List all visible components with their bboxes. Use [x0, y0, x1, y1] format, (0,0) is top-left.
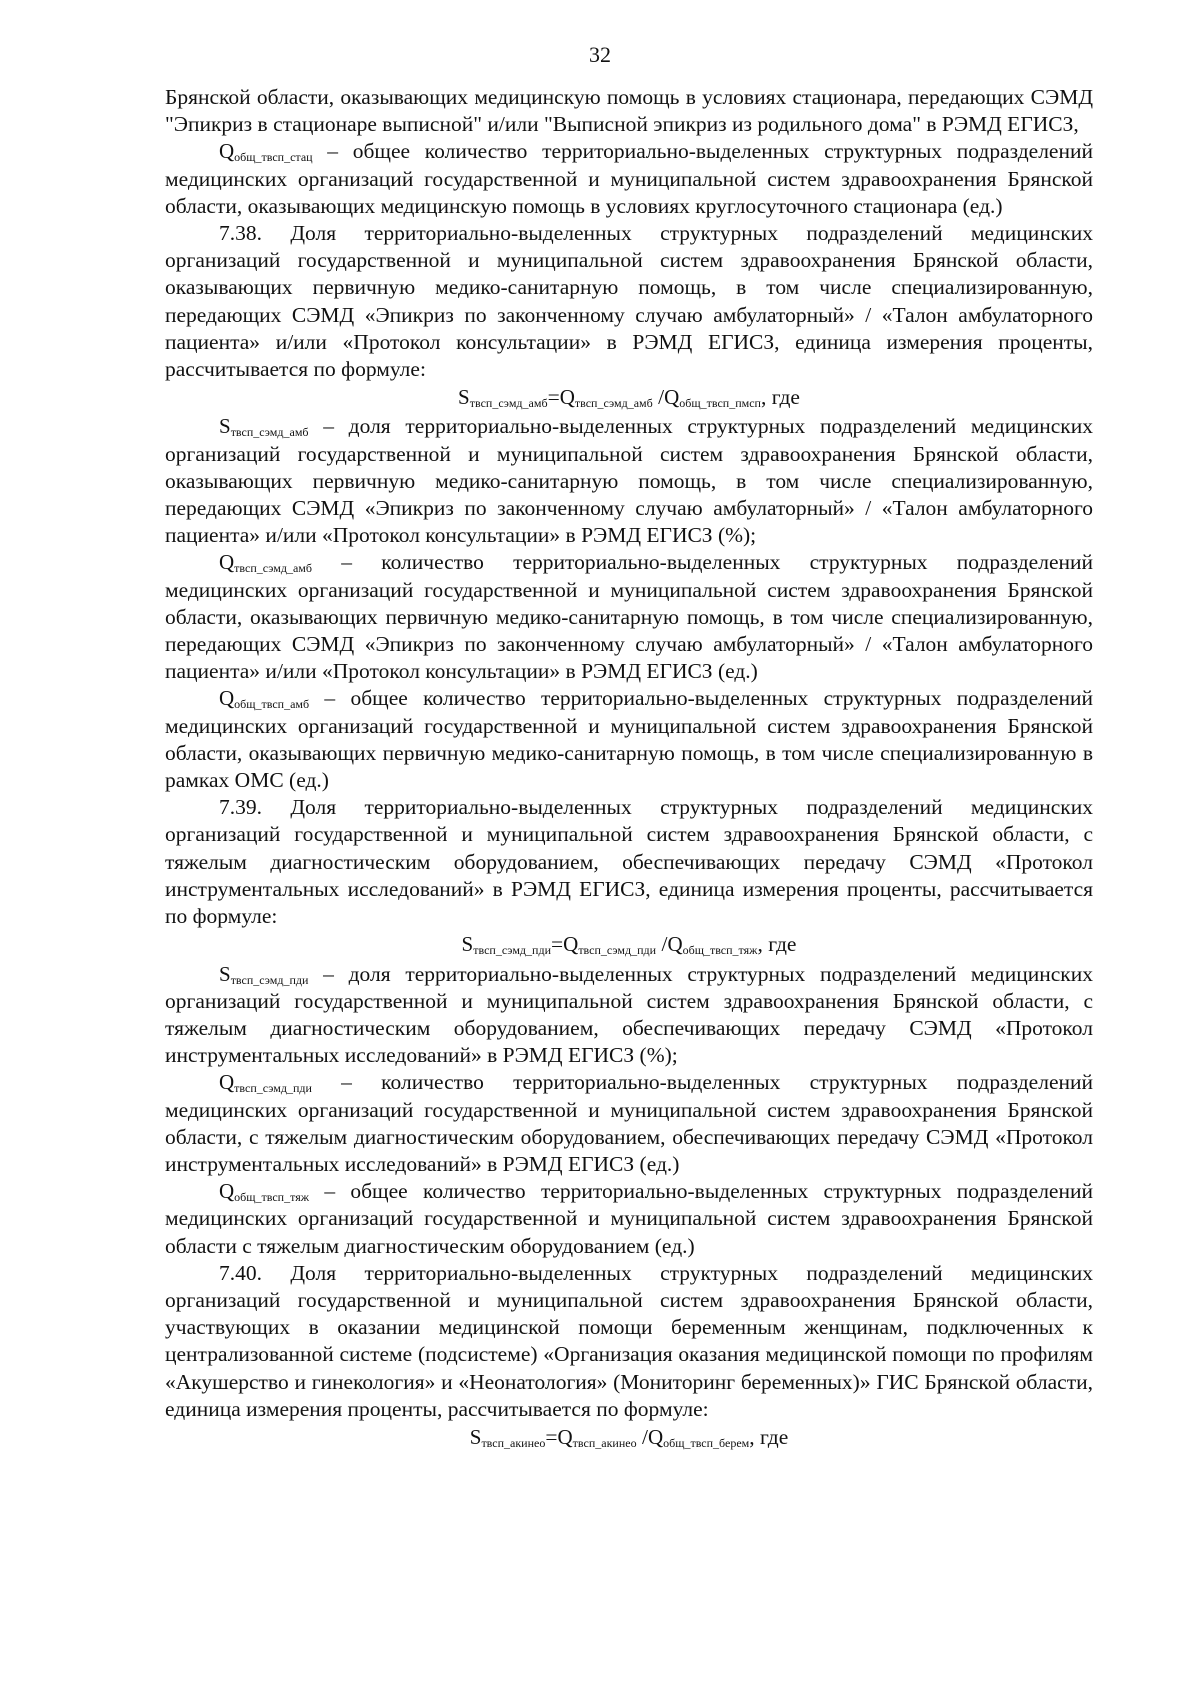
definition-text: – доля территориально-выделенных структурных подразделений медицинских организаций государственной и муниципальной систем здравоохранения Брянской области, с тяжелым диагностическим оборудованием, обеспечивающих передачу СЭМД «Протокол инструментальных исследований» в РЭМД ЕГИСЗ (%);	[165, 961, 1093, 1068]
section-7-38: 7.38. Доля территориально-выделенных структурных подразделений медицинских организаций государственной и муниципальной систем здравоохранения Брянской области, оказывающих первичную медико-санитарную помощь, в том числе специализированную, передающих СЭМД «Эпикриз по законченному случаю амбулаторный» / «Талон амбулаторного пациента» и/или «Протокол консультации» в РЭМД ЕГИСЗ, единица измерения проценты, рассчитывается по формуле:	[165, 221, 1093, 382]
formula-operator: /	[652, 385, 665, 410]
formula-tail: , где	[757, 932, 797, 957]
formula-operator: =	[547, 385, 560, 410]
definition-q-obsch-tvsp-stats	[165, 138, 1093, 220]
formula-subscript: твсп_акинео	[572, 1435, 637, 1450]
variable-subscript: твсп_сэмд_пди	[230, 972, 309, 987]
formula-symbol: Q	[647, 1424, 664, 1449]
formula-subscript: общ_твсп_пмсп	[679, 396, 761, 411]
definition-q-tvsp-semd-amb	[165, 549, 1093, 685]
formula-subscript: твсп_сэмд_пди	[473, 943, 551, 958]
formula-symbol: S	[461, 932, 474, 957]
formula-symbol: S	[458, 385, 470, 410]
formula-operator: /	[636, 1424, 648, 1449]
formula-subscript: твсп_сэмд_амб	[574, 396, 653, 411]
variable-subscript: общ_твсп_амб	[234, 697, 310, 712]
variable-symbol: Q	[219, 686, 235, 711]
variable-symbol: S	[219, 414, 231, 439]
formula-symbol: Q	[557, 1424, 573, 1449]
formula-tail: , где	[760, 385, 800, 410]
formula-subscript: твсп_сэмд_амб	[469, 396, 548, 411]
variable-subscript: твсп_сэмд_амб	[234, 561, 313, 576]
definition-text: – доля территориально-выделенных структурных подразделений медицинских организаций государственной и муниципальной систем здравоохранения Брянской области, оказывающих первичную медико-санитарную помощь, в том числе специализированную, передающих СЭМД «Эпикриз по законченному случаю амбулаторный» / «Талон амбулаторного пациента» и/или «Протокол консультации» в РЭМД ЕГИСЗ (%);	[165, 414, 1093, 548]
formula-symbol: Q	[563, 932, 579, 957]
formula-7-38	[165, 384, 1093, 411]
definition-text: – количество территориально-выделенных структурных подразделений медицинских организаций государственной и муниципальной систем здравоохранения Брянской области, с тяжелым диагностическим оборудованием, обеспечивающих передачу СЭМД «Протокол инструментальных исследований» в РЭМД ЕГИСЗ (ед.)	[165, 1070, 1093, 1176]
formula-7-40	[165, 1424, 1093, 1451]
formula-operator: =	[545, 1424, 558, 1449]
variable-symbol: Q	[219, 139, 235, 164]
definition-text: – общее количество территориально-выделенных структурных подразделений медицинских организаций государственной и муниципальной систем здравоохранения Брянской области, оказывающих первичную медико-санитарную помощь, в том числе специализированную в рамках ОМС (ед.)	[165, 686, 1093, 793]
definition-text: – общее количество территориально-выделенных структурных подразделений медицинских организаций государственной и муниципальной систем здравоохранения Брянской области с тяжелым диагностическим оборудованием (ед.)	[165, 1179, 1093, 1258]
formula-operator: /	[656, 932, 668, 957]
formula-symbol: S	[469, 1424, 482, 1449]
formula-tail: , где	[749, 1424, 789, 1449]
definition-q-obsch-tvsp-tyazh	[165, 1178, 1093, 1260]
definition-s-tvsp-semd-pdi	[165, 961, 1093, 1070]
formula-symbol: Q	[559, 385, 575, 410]
variable-subscript: общ_твсп_стац	[234, 150, 313, 165]
variable-subscript: твсп_сэмд_пди	[234, 1081, 312, 1096]
definition-s-tvsp-semd-amb	[165, 413, 1093, 549]
formula-symbol: Q	[667, 932, 683, 957]
formula-subscript: твсп_сэмд_пди	[578, 943, 657, 958]
formula-7-39	[165, 931, 1093, 958]
variable-symbol: Q	[219, 1070, 235, 1095]
formula-subscript: общ_твсп_берем	[663, 1435, 750, 1450]
definition-text: – количество территориально-выделенных структурных подразделений медицинских организаций государственной и муниципальной систем здравоохранения Брянской области, оказывающих первичную медико-санитарную помощь, в том числе специализированную, передающих СЭМД «Эпикриз по законченному случаю амбулаторный» / «Талон амбулаторного пациента» и/или «Протокол консультации» в РЭМД ЕГИСЗ (ед.)	[165, 550, 1093, 684]
section-7-39: 7.39. Доля территориально-выделенных структурных подразделений медицинских организаций государственной и муниципальной систем здравоохранения Брянской области, с тяжелым диагностическим оборудованием, обеспечивающих передачу СЭМД «Протокол инструментальных исследований» в РЭМД ЕГИСЗ, единица измерения проценты, рассчитывается по формуле:	[165, 795, 1093, 929]
definition-q-tvsp-semd-pdi	[165, 1069, 1093, 1178]
variable-symbol: S	[219, 961, 231, 986]
formula-symbol: Q	[664, 385, 680, 410]
definition-q-obsch-tvsp-amb	[165, 685, 1093, 794]
paragraph-continuation: Брянской области, оказывающих медицинскую помощь в условиях стационара, передающих СЭМД "Эпикриз в стационаре выписной" и/или "Выписной эпикриз из родильного дома" в РЭМД ЕГИСЗ,	[165, 85, 1093, 137]
variable-symbol: Q	[219, 550, 235, 575]
variable-subscript: твсп_сэмд_амб	[230, 425, 309, 440]
section-7-40: 7.40. Доля территориально-выделенных структурных подразделений медицинских организаций государственной и муниципальной систем здравоохранения Брянской области, участвующих в оказании медицинской помощи беременным женщинам, подключенных к централизованной системе (подсистеме) «Организация оказания медицинской помощи по профилям «Акушерство и гинекология» и «Неонатология» (Мониторинг беременных)» ГИС Брянской области, единица измерения проценты, рассчитывается по формуле:	[165, 1260, 1093, 1421]
formula-operator: =	[551, 932, 564, 957]
formula-subscript: общ_твсп_тяж	[682, 943, 758, 958]
variable-symbol: Q	[219, 1179, 235, 1204]
formula-subscript: твсп_акинео	[481, 1435, 546, 1450]
document-body	[165, 84, 1093, 1453]
page-number: 32	[589, 42, 611, 67]
definition-text: – общее количество территориально-выделенных структурных подразделений медицинских организаций государственной и муниципальной систем здравоохранения Брянской области, оказывающих медицинскую помощь в условиях круглосуточного стационара (ед.)	[165, 139, 1093, 218]
variable-subscript: общ_твсп_тяж	[234, 1190, 310, 1205]
